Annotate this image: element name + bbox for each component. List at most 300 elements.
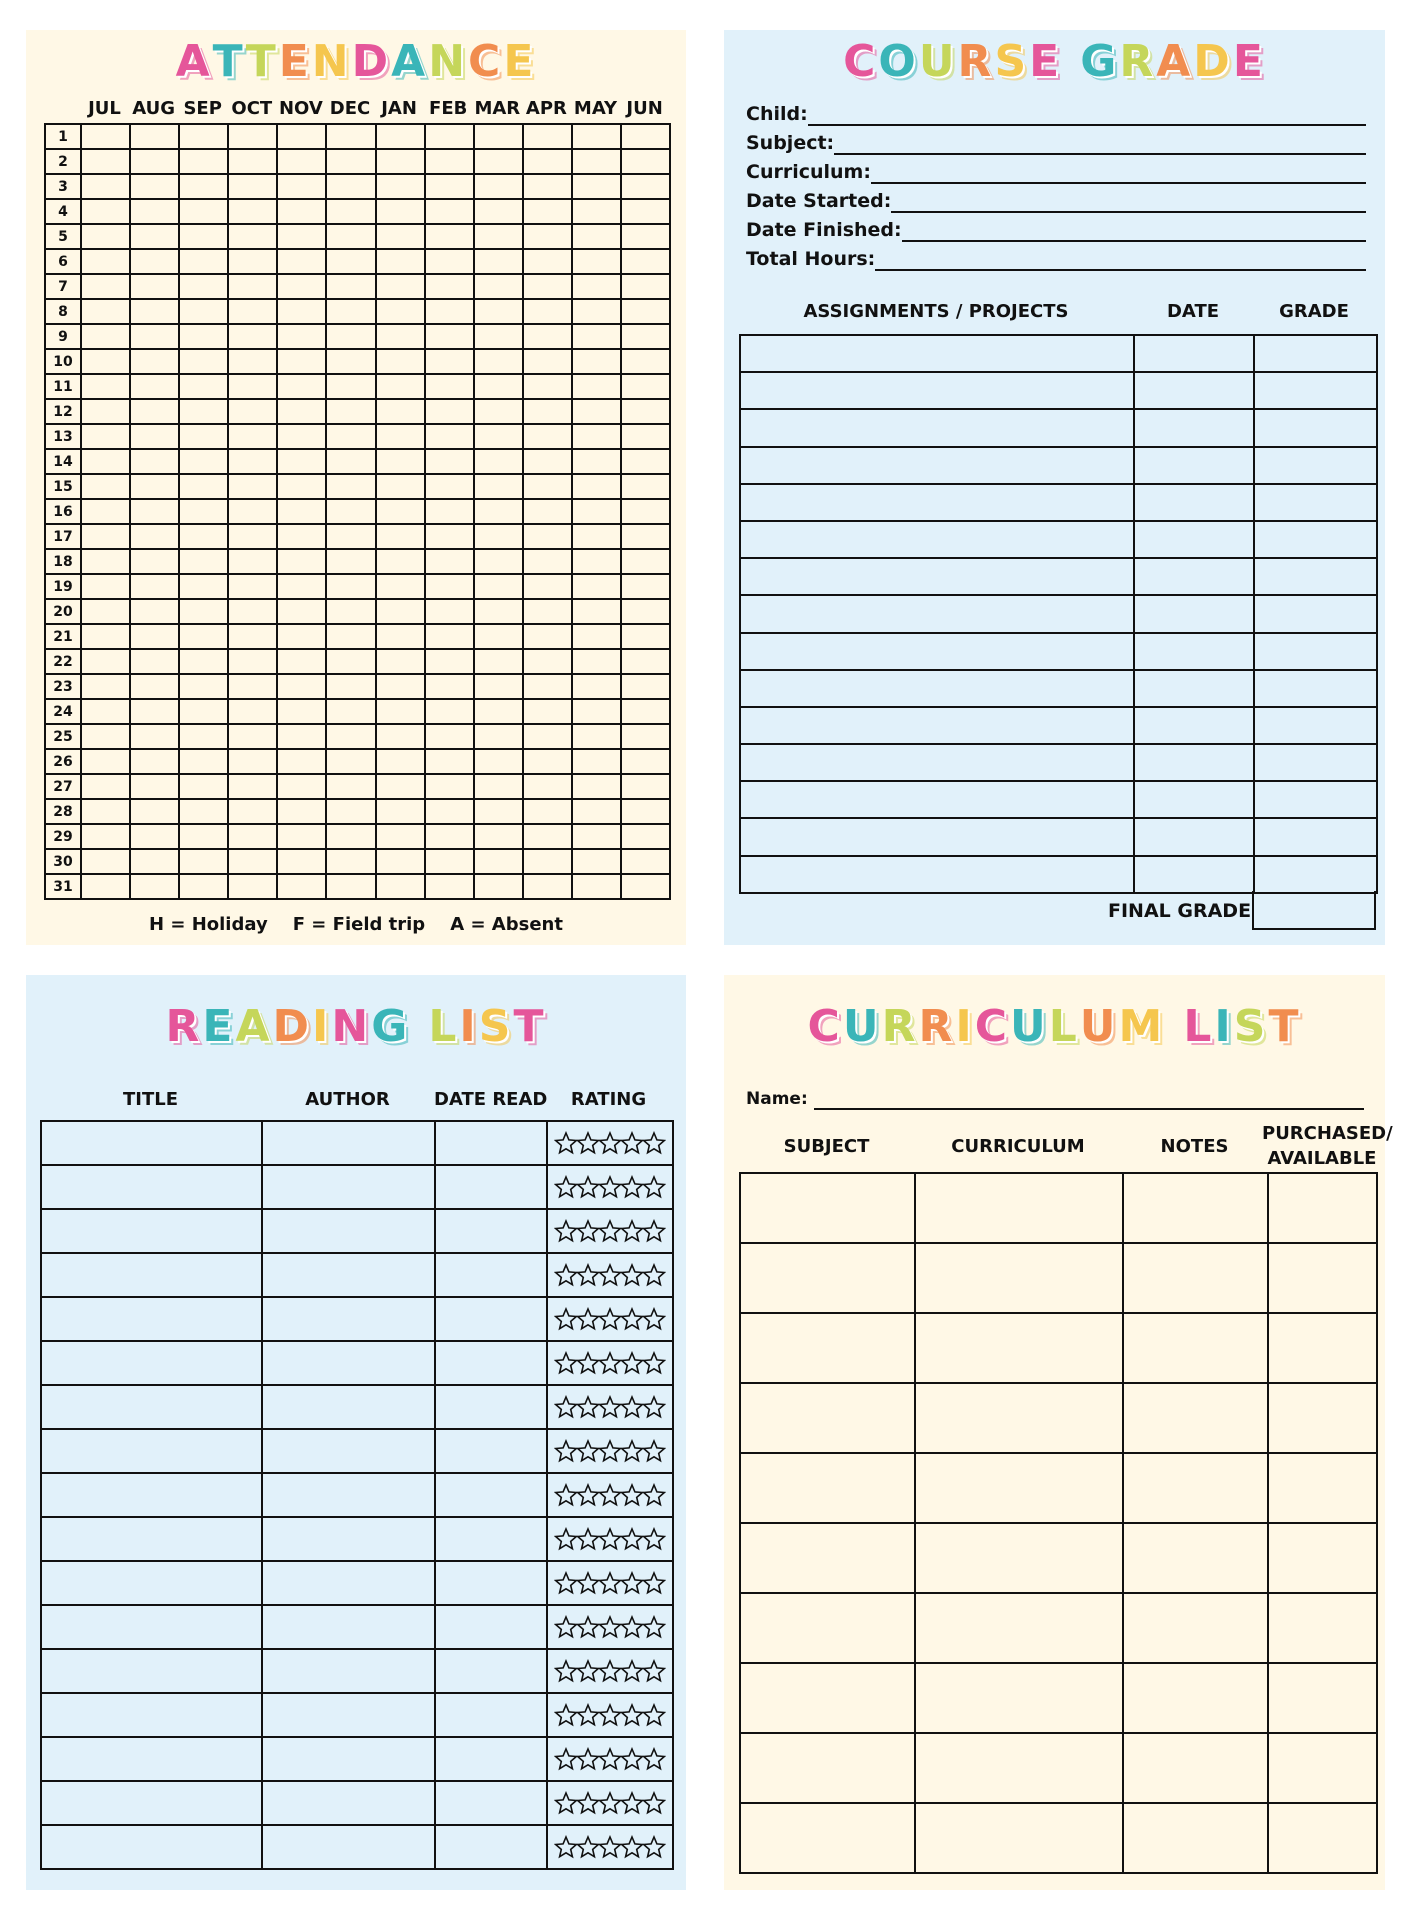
- attendance-cell[interactable]: [130, 499, 179, 524]
- attendance-cell[interactable]: [326, 624, 375, 649]
- attendance-cell[interactable]: [523, 199, 572, 224]
- rating-cell[interactable]: [547, 1517, 673, 1561]
- table-cell[interactable]: [1254, 633, 1377, 670]
- attendance-cell[interactable]: [376, 799, 425, 824]
- attendance-cell[interactable]: [572, 574, 621, 599]
- attendance-cell[interactable]: [179, 424, 228, 449]
- star-icon[interactable]: [577, 1703, 599, 1727]
- attendance-cell[interactable]: [572, 424, 621, 449]
- attendance-cell[interactable]: [621, 174, 670, 199]
- table-cell[interactable]: [1254, 335, 1377, 372]
- attendance-cell[interactable]: [228, 799, 277, 824]
- attendance-cell[interactable]: [179, 574, 228, 599]
- attendance-cell[interactable]: [572, 699, 621, 724]
- attendance-cell[interactable]: [81, 174, 130, 199]
- table-cell[interactable]: [1268, 1243, 1377, 1313]
- table-cell[interactable]: [1268, 1523, 1377, 1593]
- star-icon[interactable]: [599, 1263, 621, 1287]
- attendance-cell[interactable]: [572, 649, 621, 674]
- attendance-cell[interactable]: [474, 549, 523, 574]
- attendance-cell[interactable]: [474, 199, 523, 224]
- table-cell[interactable]: [1123, 1383, 1268, 1453]
- star-icon[interactable]: [643, 1263, 665, 1287]
- table-cell[interactable]: [435, 1297, 547, 1341]
- attendance-cell[interactable]: [277, 774, 326, 799]
- table-cell[interactable]: [41, 1693, 262, 1737]
- rating-cell[interactable]: [547, 1121, 673, 1165]
- attendance-cell[interactable]: [376, 274, 425, 299]
- attendance-cell[interactable]: [474, 399, 523, 424]
- table-cell[interactable]: [262, 1605, 435, 1649]
- attendance-cell[interactable]: [376, 174, 425, 199]
- attendance-cell[interactable]: [326, 499, 375, 524]
- table-cell[interactable]: [1123, 1803, 1268, 1873]
- table-cell[interactable]: [1254, 744, 1377, 781]
- table-cell[interactable]: [1254, 707, 1377, 744]
- table-cell[interactable]: [1134, 409, 1254, 446]
- attendance-cell[interactable]: [326, 349, 375, 374]
- table-cell[interactable]: [435, 1693, 547, 1737]
- star-icon[interactable]: [555, 1175, 577, 1199]
- attendance-cell[interactable]: [277, 849, 326, 874]
- star-icon[interactable]: [621, 1131, 643, 1155]
- attendance-cell[interactable]: [326, 474, 375, 499]
- table-cell[interactable]: [740, 856, 1134, 893]
- table-cell[interactable]: [1268, 1663, 1377, 1733]
- attendance-cell[interactable]: [376, 424, 425, 449]
- attendance-cell[interactable]: [621, 674, 670, 699]
- attendance-cell[interactable]: [523, 174, 572, 199]
- attendance-cell[interactable]: [326, 824, 375, 849]
- attendance-cell[interactable]: [474, 749, 523, 774]
- attendance-cell[interactable]: [523, 249, 572, 274]
- attendance-cell[interactable]: [81, 624, 130, 649]
- attendance-cell[interactable]: [277, 224, 326, 249]
- star-icon[interactable]: [577, 1351, 599, 1375]
- attendance-cell[interactable]: [277, 399, 326, 424]
- attendance-cell[interactable]: [572, 299, 621, 324]
- attendance-cell[interactable]: [326, 449, 375, 474]
- table-cell[interactable]: [41, 1473, 262, 1517]
- attendance-cell[interactable]: [474, 874, 523, 899]
- table-cell[interactable]: [41, 1517, 262, 1561]
- attendance-cell[interactable]: [228, 324, 277, 349]
- attendance-cell[interactable]: [179, 324, 228, 349]
- attendance-cell[interactable]: [425, 399, 474, 424]
- table-cell[interactable]: [1254, 447, 1377, 484]
- attendance-cell[interactable]: [326, 399, 375, 424]
- rating-cell[interactable]: [547, 1693, 673, 1737]
- table-cell[interactable]: [740, 818, 1134, 855]
- attendance-cell[interactable]: [326, 574, 375, 599]
- name-input-line[interactable]: [814, 1084, 1364, 1110]
- table-cell[interactable]: [1123, 1173, 1268, 1243]
- attendance-cell[interactable]: [277, 824, 326, 849]
- star-icon[interactable]: [599, 1351, 621, 1375]
- attendance-cell[interactable]: [572, 499, 621, 524]
- attendance-cell[interactable]: [228, 199, 277, 224]
- attendance-cell[interactable]: [228, 724, 277, 749]
- attendance-cell[interactable]: [130, 449, 179, 474]
- attendance-cell[interactable]: [81, 524, 130, 549]
- attendance-cell[interactable]: [523, 424, 572, 449]
- star-icon[interactable]: [555, 1131, 577, 1155]
- table-cell[interactable]: [435, 1253, 547, 1297]
- attendance-cell[interactable]: [572, 724, 621, 749]
- star-icon[interactable]: [577, 1395, 599, 1419]
- attendance-cell[interactable]: [425, 349, 474, 374]
- field-input-line[interactable]: [875, 245, 1366, 271]
- attendance-cell[interactable]: [81, 649, 130, 674]
- attendance-cell[interactable]: [425, 449, 474, 474]
- attendance-cell[interactable]: [81, 824, 130, 849]
- attendance-cell[interactable]: [130, 124, 179, 149]
- star-icon[interactable]: [621, 1703, 643, 1727]
- attendance-cell[interactable]: [376, 849, 425, 874]
- attendance-cell[interactable]: [621, 599, 670, 624]
- attendance-cell[interactable]: [326, 224, 375, 249]
- attendance-cell[interactable]: [425, 549, 474, 574]
- attendance-cell[interactable]: [572, 599, 621, 624]
- attendance-cell[interactable]: [326, 299, 375, 324]
- attendance-cell[interactable]: [621, 199, 670, 224]
- attendance-cell[interactable]: [523, 749, 572, 774]
- table-cell[interactable]: [41, 1649, 262, 1693]
- final-grade-box[interactable]: [1252, 891, 1376, 930]
- attendance-cell[interactable]: [179, 474, 228, 499]
- attendance-cell[interactable]: [228, 124, 277, 149]
- star-icon[interactable]: [555, 1659, 577, 1683]
- attendance-cell[interactable]: [474, 599, 523, 624]
- attendance-cell[interactable]: [621, 374, 670, 399]
- table-cell[interactable]: [1268, 1733, 1377, 1803]
- star-icon[interactable]: [643, 1395, 665, 1419]
- attendance-cell[interactable]: [425, 724, 474, 749]
- star-icon[interactable]: [555, 1483, 577, 1507]
- attendance-cell[interactable]: [523, 774, 572, 799]
- star-icon[interactable]: [621, 1175, 643, 1199]
- attendance-cell[interactable]: [376, 149, 425, 174]
- attendance-cell[interactable]: [425, 749, 474, 774]
- attendance-cell[interactable]: [621, 749, 670, 774]
- table-cell[interactable]: [1134, 558, 1254, 595]
- star-icon[interactable]: [643, 1659, 665, 1683]
- star-icon[interactable]: [555, 1791, 577, 1815]
- table-cell[interactable]: [1268, 1593, 1377, 1663]
- attendance-cell[interactable]: [572, 149, 621, 174]
- attendance-cell[interactable]: [376, 324, 425, 349]
- attendance-cell[interactable]: [621, 399, 670, 424]
- table-cell[interactable]: [740, 744, 1134, 781]
- attendance-cell[interactable]: [326, 849, 375, 874]
- attendance-cell[interactable]: [130, 824, 179, 849]
- attendance-cell[interactable]: [277, 499, 326, 524]
- star-icon[interactable]: [599, 1571, 621, 1595]
- star-icon[interactable]: [643, 1483, 665, 1507]
- attendance-cell[interactable]: [621, 299, 670, 324]
- attendance-cell[interactable]: [81, 374, 130, 399]
- attendance-cell[interactable]: [81, 249, 130, 274]
- attendance-cell[interactable]: [81, 274, 130, 299]
- star-icon[interactable]: [599, 1131, 621, 1155]
- star-icon[interactable]: [577, 1219, 599, 1243]
- attendance-cell[interactable]: [179, 799, 228, 824]
- attendance-cell[interactable]: [81, 149, 130, 174]
- rating-cell[interactable]: [547, 1561, 673, 1605]
- star-icon[interactable]: [577, 1175, 599, 1199]
- attendance-cell[interactable]: [277, 124, 326, 149]
- attendance-cell[interactable]: [326, 174, 375, 199]
- attendance-cell[interactable]: [474, 174, 523, 199]
- attendance-cell[interactable]: [179, 124, 228, 149]
- table-cell[interactable]: [262, 1429, 435, 1473]
- star-icon[interactable]: [599, 1659, 621, 1683]
- attendance-cell[interactable]: [474, 249, 523, 274]
- table-cell[interactable]: [915, 1383, 1123, 1453]
- star-icon[interactable]: [577, 1659, 599, 1683]
- attendance-cell[interactable]: [326, 549, 375, 574]
- table-cell[interactable]: [262, 1825, 435, 1869]
- attendance-cell[interactable]: [179, 549, 228, 574]
- attendance-cell[interactable]: [277, 799, 326, 824]
- star-icon[interactable]: [577, 1483, 599, 1507]
- table-cell[interactable]: [1134, 670, 1254, 707]
- attendance-cell[interactable]: [621, 799, 670, 824]
- attendance-cell[interactable]: [179, 649, 228, 674]
- table-cell[interactable]: [1134, 595, 1254, 632]
- rating-cell[interactable]: [547, 1429, 673, 1473]
- star-icon[interactable]: [643, 1131, 665, 1155]
- attendance-cell[interactable]: [81, 724, 130, 749]
- attendance-cell[interactable]: [425, 849, 474, 874]
- attendance-cell[interactable]: [326, 749, 375, 774]
- table-cell[interactable]: [1123, 1523, 1268, 1593]
- table-cell[interactable]: [915, 1313, 1123, 1383]
- star-icon[interactable]: [555, 1835, 577, 1859]
- table-cell[interactable]: [1254, 818, 1377, 855]
- attendance-cell[interactable]: [277, 549, 326, 574]
- attendance-cell[interactable]: [179, 374, 228, 399]
- attendance-cell[interactable]: [130, 849, 179, 874]
- attendance-cell[interactable]: [277, 249, 326, 274]
- attendance-cell[interactable]: [228, 874, 277, 899]
- table-cell[interactable]: [41, 1121, 262, 1165]
- table-cell[interactable]: [262, 1385, 435, 1429]
- rating-cell[interactable]: [547, 1649, 673, 1693]
- attendance-cell[interactable]: [621, 424, 670, 449]
- star-icon[interactable]: [621, 1791, 643, 1815]
- table-cell[interactable]: [435, 1121, 547, 1165]
- attendance-cell[interactable]: [425, 149, 474, 174]
- attendance-cell[interactable]: [621, 549, 670, 574]
- attendance-cell[interactable]: [572, 874, 621, 899]
- star-icon[interactable]: [599, 1615, 621, 1639]
- attendance-cell[interactable]: [621, 249, 670, 274]
- attendance-cell[interactable]: [326, 374, 375, 399]
- rating-cell[interactable]: [547, 1473, 673, 1517]
- attendance-cell[interactable]: [474, 124, 523, 149]
- attendance-cell[interactable]: [523, 549, 572, 574]
- table-cell[interactable]: [435, 1165, 547, 1209]
- attendance-cell[interactable]: [474, 274, 523, 299]
- rating-cell[interactable]: [547, 1605, 673, 1649]
- attendance-cell[interactable]: [523, 524, 572, 549]
- field-input-line[interactable]: [891, 187, 1366, 213]
- star-icon[interactable]: [577, 1571, 599, 1595]
- attendance-cell[interactable]: [130, 199, 179, 224]
- table-cell[interactable]: [740, 484, 1134, 521]
- attendance-cell[interactable]: [523, 624, 572, 649]
- attendance-cell[interactable]: [228, 474, 277, 499]
- attendance-cell[interactable]: [523, 849, 572, 874]
- attendance-cell[interactable]: [81, 424, 130, 449]
- attendance-cell[interactable]: [621, 774, 670, 799]
- attendance-cell[interactable]: [179, 774, 228, 799]
- rating-cell[interactable]: [547, 1385, 673, 1429]
- attendance-cell[interactable]: [523, 674, 572, 699]
- table-cell[interactable]: [41, 1737, 262, 1781]
- attendance-cell[interactable]: [228, 224, 277, 249]
- name-field[interactable]: [746, 1084, 1364, 1110]
- attendance-cell[interactable]: [523, 824, 572, 849]
- star-icon[interactable]: [577, 1791, 599, 1815]
- attendance-cell[interactable]: [572, 474, 621, 499]
- star-icon[interactable]: [621, 1527, 643, 1551]
- attendance-cell[interactable]: [621, 874, 670, 899]
- field-child[interactable]: [746, 100, 1366, 126]
- table-cell[interactable]: [1123, 1313, 1268, 1383]
- star-icon[interactable]: [621, 1395, 643, 1419]
- attendance-cell[interactable]: [523, 474, 572, 499]
- attendance-cell[interactable]: [228, 574, 277, 599]
- attendance-cell[interactable]: [474, 774, 523, 799]
- attendance-cell[interactable]: [572, 124, 621, 149]
- attendance-cell[interactable]: [523, 349, 572, 374]
- star-icon[interactable]: [577, 1439, 599, 1463]
- attendance-cell[interactable]: [228, 649, 277, 674]
- attendance-cell[interactable]: [179, 349, 228, 374]
- attendance-cell[interactable]: [326, 524, 375, 549]
- attendance-cell[interactable]: [228, 549, 277, 574]
- table-cell[interactable]: [435, 1781, 547, 1825]
- table-cell[interactable]: [1123, 1243, 1268, 1313]
- table-cell[interactable]: [435, 1341, 547, 1385]
- table-cell[interactable]: [740, 670, 1134, 707]
- star-icon[interactable]: [643, 1615, 665, 1639]
- attendance-cell[interactable]: [81, 449, 130, 474]
- table-cell[interactable]: [1123, 1593, 1268, 1663]
- attendance-cell[interactable]: [572, 349, 621, 374]
- attendance-cell[interactable]: [179, 149, 228, 174]
- table-cell[interactable]: [1123, 1663, 1268, 1733]
- table-cell[interactable]: [435, 1517, 547, 1561]
- attendance-cell[interactable]: [81, 749, 130, 774]
- table-cell[interactable]: [1123, 1453, 1268, 1523]
- star-icon[interactable]: [555, 1263, 577, 1287]
- attendance-cell[interactable]: [376, 574, 425, 599]
- attendance-cell[interactable]: [572, 374, 621, 399]
- attendance-cell[interactable]: [277, 174, 326, 199]
- star-icon[interactable]: [577, 1615, 599, 1639]
- table-cell[interactable]: [1134, 372, 1254, 409]
- attendance-cell[interactable]: [277, 274, 326, 299]
- rating-cell[interactable]: [547, 1737, 673, 1781]
- attendance-cell[interactable]: [376, 524, 425, 549]
- attendance-cell[interactable]: [474, 524, 523, 549]
- attendance-cell[interactable]: [474, 799, 523, 824]
- table-cell[interactable]: [1254, 558, 1377, 595]
- table-cell[interactable]: [740, 372, 1134, 409]
- attendance-cell[interactable]: [130, 299, 179, 324]
- attendance-cell[interactable]: [621, 349, 670, 374]
- attendance-cell[interactable]: [81, 574, 130, 599]
- attendance-cell[interactable]: [130, 224, 179, 249]
- table-cell[interactable]: [1134, 856, 1254, 893]
- attendance-cell[interactable]: [523, 149, 572, 174]
- attendance-cell[interactable]: [81, 299, 130, 324]
- star-icon[interactable]: [599, 1747, 621, 1771]
- attendance-cell[interactable]: [326, 874, 375, 899]
- attendance-cell[interactable]: [277, 874, 326, 899]
- table-cell[interactable]: [1254, 595, 1377, 632]
- attendance-cell[interactable]: [621, 124, 670, 149]
- attendance-cell[interactable]: [474, 574, 523, 599]
- table-cell[interactable]: [740, 1803, 915, 1873]
- table-cell[interactable]: [1268, 1803, 1377, 1873]
- star-icon[interactable]: [577, 1131, 599, 1155]
- attendance-cell[interactable]: [326, 199, 375, 224]
- star-icon[interactable]: [621, 1439, 643, 1463]
- attendance-cell[interactable]: [621, 499, 670, 524]
- attendance-cell[interactable]: [130, 599, 179, 624]
- star-icon[interactable]: [599, 1527, 621, 1551]
- attendance-cell[interactable]: [376, 699, 425, 724]
- table-cell[interactable]: [915, 1593, 1123, 1663]
- attendance-cell[interactable]: [277, 149, 326, 174]
- attendance-cell[interactable]: [130, 874, 179, 899]
- table-cell[interactable]: [740, 447, 1134, 484]
- star-icon[interactable]: [555, 1615, 577, 1639]
- attendance-cell[interactable]: [179, 449, 228, 474]
- attendance-cell[interactable]: [376, 399, 425, 424]
- table-cell[interactable]: [740, 1593, 915, 1663]
- attendance-cell[interactable]: [130, 699, 179, 724]
- star-icon[interactable]: [555, 1307, 577, 1331]
- attendance-cell[interactable]: [523, 699, 572, 724]
- star-icon[interactable]: [577, 1263, 599, 1287]
- attendance-cell[interactable]: [228, 524, 277, 549]
- star-icon[interactable]: [599, 1395, 621, 1419]
- table-cell[interactable]: [915, 1243, 1123, 1313]
- attendance-cell[interactable]: [572, 849, 621, 874]
- attendance-cell[interactable]: [376, 599, 425, 624]
- table-cell[interactable]: [41, 1253, 262, 1297]
- table-cell[interactable]: [740, 1523, 915, 1593]
- star-icon[interactable]: [599, 1703, 621, 1727]
- attendance-cell[interactable]: [81, 674, 130, 699]
- table-cell[interactable]: [1134, 707, 1254, 744]
- attendance-cell[interactable]: [621, 824, 670, 849]
- attendance-cell[interactable]: [523, 874, 572, 899]
- attendance-cell[interactable]: [376, 624, 425, 649]
- attendance-cell[interactable]: [130, 399, 179, 424]
- attendance-cell[interactable]: [326, 124, 375, 149]
- table-cell[interactable]: [1134, 521, 1254, 558]
- field-input-line[interactable]: [834, 129, 1366, 155]
- attendance-cell[interactable]: [425, 299, 474, 324]
- rating-cell[interactable]: [547, 1781, 673, 1825]
- table-cell[interactable]: [740, 707, 1134, 744]
